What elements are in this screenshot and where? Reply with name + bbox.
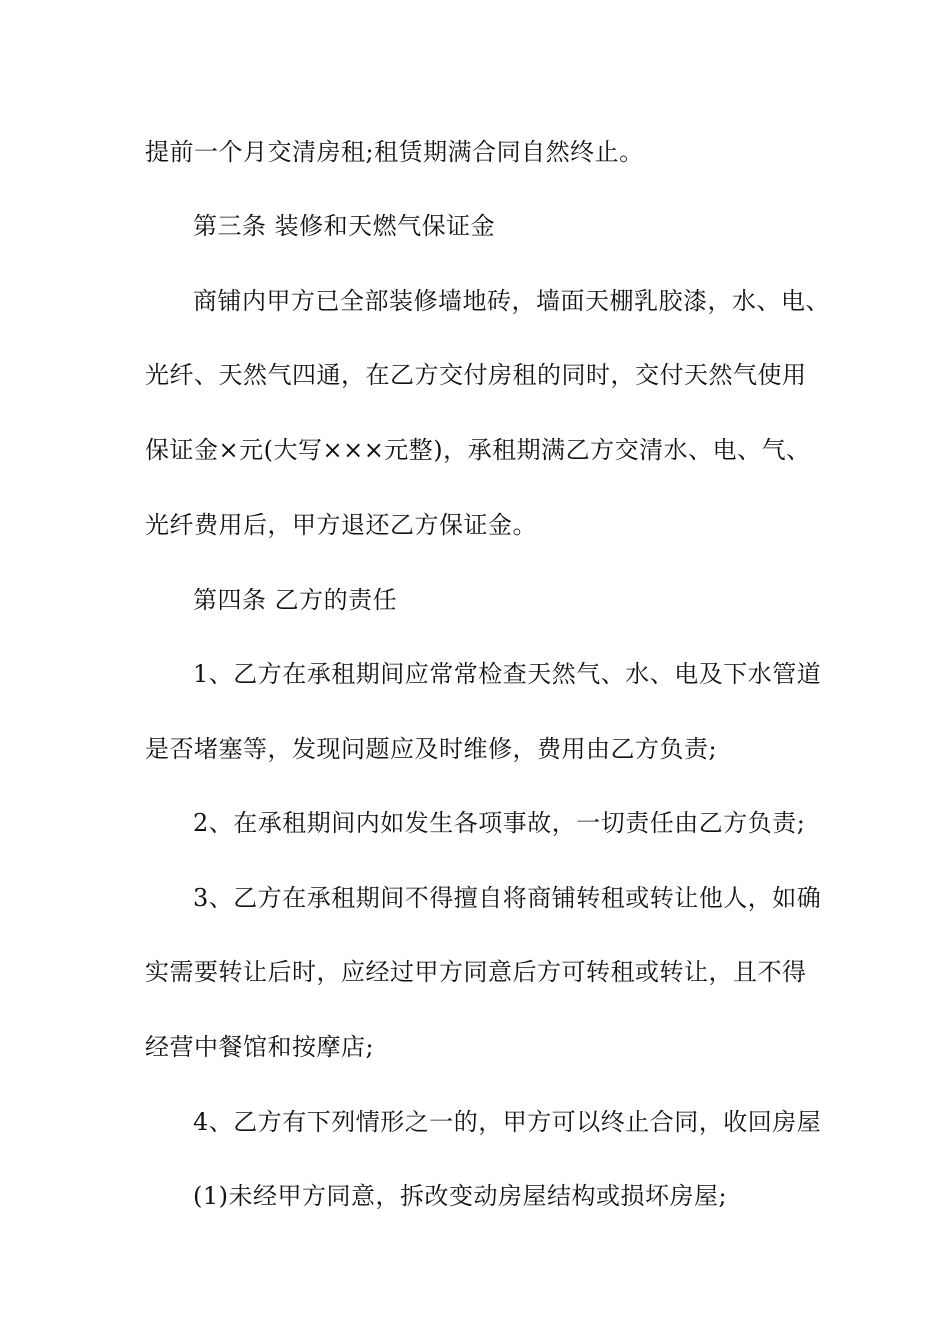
section-heading: 第三条 装修和天燃气保证金 bbox=[193, 212, 496, 240]
paragraph-line: 保证金×元(大写×××元整)，承租期满乙方交清水、电、气、 bbox=[145, 436, 811, 464]
list-item: 3、乙方在承租期间不得擅自将商铺转租或转让他人，如确 bbox=[193, 884, 822, 912]
paragraph-line: 经营中餐馆和按摩店; bbox=[145, 1033, 375, 1061]
paragraph-line: 光纤费用后，甲方退还乙方保证金。 bbox=[145, 511, 537, 539]
list-item: 1、乙方在承租期间应常常检查天然气、水、电及下水管道 bbox=[193, 660, 822, 688]
list-item: (1)未经甲方同意，拆改变动房屋结构或损坏房屋; bbox=[193, 1182, 728, 1210]
paragraph-line: 商铺内甲方已全部装修墙地砖，墙面天棚乳胶漆，水、电、 bbox=[193, 287, 830, 315]
paragraph-line: 光纤、天然气四通，在乙方交付房租的同时，交付天然气使用 bbox=[145, 361, 807, 389]
paragraph-line: 是否堵塞等，发现问题应及时维修，费用由乙方负责; bbox=[145, 735, 718, 763]
list-item: 4、乙方有下列情形之一的，甲方可以终止合同，收回房屋 bbox=[193, 1108, 822, 1136]
paragraph-line: 实需要转让后时，应经过甲方同意后方可转租或转让，且不得 bbox=[145, 958, 807, 986]
list-item: 2、在承租期间内如发生各项事故，一切责任由乙方负责; bbox=[193, 809, 806, 837]
paragraph-line: 提前一个月交清房租;租赁期满合同自然终止。 bbox=[145, 138, 644, 166]
section-heading: 第四条 乙方的责任 bbox=[193, 586, 398, 614]
